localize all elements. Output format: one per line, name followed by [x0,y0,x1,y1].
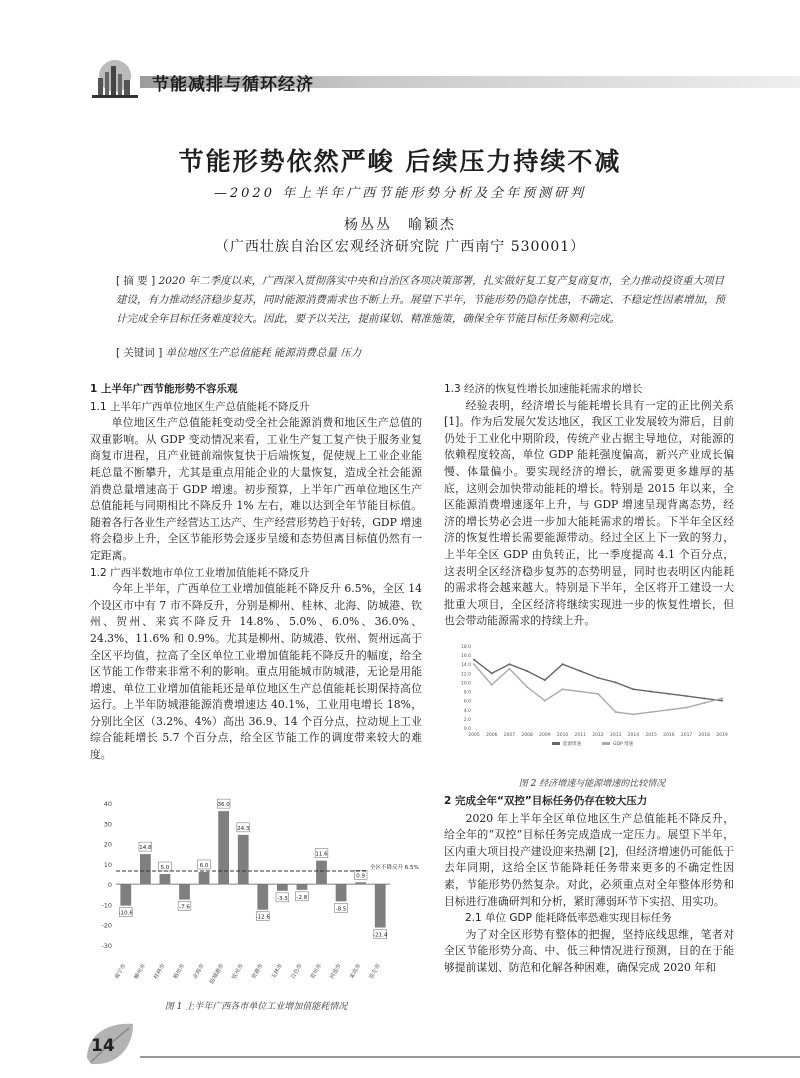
y-tick-label: 0 [107,881,112,890]
data-point [686,707,688,709]
affiliation: （广西壮族自治区宏观经济研究院 广西南宁 530001） [214,239,586,255]
data-point [544,679,546,681]
x-tick-label: 2011 [574,733,587,738]
x-tick-label: 2016 [663,733,675,738]
x-tick-label: 2010 [556,733,569,738]
reference-line-label: 全区不降反升 6.5% [370,864,419,871]
figure-1 [90,795,422,1015]
x-tick-label: 2009 [539,733,551,738]
data-label: 24.3 [237,825,250,832]
bar [336,884,347,901]
line-chart [452,640,732,752]
bar [375,884,386,927]
category-label: 贺州市 [309,963,324,981]
data-point [579,691,581,693]
data-point [650,711,652,713]
x-tick-label: 2018 [698,733,711,738]
data-point [632,688,634,690]
data-point [597,693,599,695]
y-tick-label: 14.0 [460,663,471,669]
y-tick-label: 18.0 [460,645,471,650]
y-tick-label: -20 [101,921,112,930]
data-point [615,681,617,683]
legend-label: 能源增速 [563,742,581,747]
data-point [526,686,528,688]
x-tick-label: 2006 [485,733,498,738]
category-label: 防城港市 [209,963,226,986]
keywords-tag: [ 关键词 ] [116,347,163,359]
category-label: 北海市 [192,963,206,981]
x-tick-label: 2008 [521,733,533,738]
category-label: 玉林市 [270,963,285,981]
data-label: -21.4 [373,932,388,939]
category-label: 河池市 [329,963,343,981]
figure-2 [452,640,732,760]
data-label: 36.0 [217,802,230,809]
x-tick-label: 2014 [627,733,640,738]
y-tick-label: 12.0 [460,672,471,678]
bar [355,882,366,884]
x-tick-label: 2007 [503,733,516,738]
heading-1-3: 1.3 经济的恢复性增长加速能耗需求的增长 [444,383,643,395]
data-label: 11.6 [315,851,328,858]
paragraph: 为了对全区形势有整体的把握，坚持底线思维，笔者对全区节能形势分高、中、低三种情况进行预测，目的在于能够提前谋划、防范和化解各种困难，确保完成 2020 年和 [444,927,734,974]
x-tick-label: 2017 [680,733,693,738]
page-number-badge [83,1018,139,1074]
y-tick-label: 20 [103,840,112,849]
page-number: 14 [91,1036,115,1056]
data-label: -2.8 [296,894,308,901]
y-tick-label: 6.0 [463,699,471,705]
right-column [444,381,734,630]
bar [316,861,327,885]
y-tick-label: 4.0 [463,708,471,714]
category-label: 南宁市 [114,963,128,981]
article-subtitle: —2020 年上半年广西节能形势分析及全年预测研判 [213,186,587,201]
y-tick-label: 8.0 [463,690,471,696]
y-tick-label: 30 [103,820,112,829]
data-point [703,702,705,704]
bar [120,884,131,906]
y-tick-label: -10 [101,901,112,910]
legend-label: GDP 增速 [613,742,634,747]
data-point [721,700,723,702]
data-point [508,668,510,670]
category-label: 钦州市 [231,963,245,981]
paragraph: 单位地区生产总值能耗变动受全社会能源消费和地区生产总值的双重影响。从 GDP 变动情况来看，工业生产复工复产快于服务业复商复市进程，且产业链前端恢复快于后端恢复，促使规上工业企业能耗总量不断攀升，尤其是重点用能企业的大量恢复，造成全社会能源消费总量增速高于 GDP 增速。初步预算，上半年广西单位地区生产总值能耗与同期相比不降反升 1% 左右，难以达到全年节能目标值。随着各行各业生产经营达工达产、生产经营形势趋于好转，GDP 增速将会稳步上升，全区节能形势会逐步呈缓和态势但离目标值仍然有一定距离。 [90,416,422,562]
city-skyline-logo-icon [90,58,140,102]
paragraph: 经验表明，经济增长与能耗增长具有一定的正比例关系 [1]。作为后发展欠发达地区，我区工业发展较为滞后，目前仍处于工业化中期阶段，传统产业占据主导地位，对能源的依赖程度较高，单位 GDP 能耗强度偏高，新兴产业成长偏慢、体量偏小。要实现经济的增长，就需要更多雄厚的基底，这则会加快带动能耗的增长。特别是 2015 年以来，全区能源消费增速逐年上升，与 GDP 增速呈现背离态势，经济的增长势必会进一步加大能耗需求的增长。下半年全区经济的恢复性增长需要能源带动。经过全区上下一致的努力，上半年全区 GDP 由负转正，比一季度提高 4.1 个百分点，这表明全区经济稳步复苏的态势明显，同时也表明区内能耗的需求将会越来越大。特别是下半年，全区将开工建设一大批重大项目，全区经济将继续实现进一步的恢复性增长，但也会带动能源需求的持续上升。 [444,398,734,628]
data-point [703,697,705,699]
bottom-rule [140,1056,800,1058]
heading-1-1: 1.1 上半年广西单位地区生产总值能耗不降反升 [90,400,310,413]
data-point [473,663,475,665]
section-title: 节能减排与循环经济 [152,75,314,95]
abstract-text: 2020 年二季度以来，广西深入贯彻落实中央和自治区各项决策部署，扎实做好复工复产复商复市，全力推动投资重大项目建设，有力推动经济稳步复苏，同时能源消费需求也不断上升。展望下半年，节能形势仍隐存忧患，不确定、不稳定性因素增加，预计完成全年目标任务难度较大。因此，要予以关注，提前谋划、精准施策，确保全年节能目标任务顺利完成。 [116,275,725,325]
bar [140,854,151,884]
x-tick-label: 2015 [645,733,657,738]
data-point [686,695,688,697]
heading-2: 2 完成全年“双控”目标任务仍存在较大压力 [444,795,648,807]
category-label: 百色市 [290,963,304,981]
keywords-text: 单位地区生产总值能耗 能源消费总量 压力 [165,347,362,359]
left-column [90,381,422,764]
category-label: 来宾市 [348,963,363,981]
paragraph: 今年上半年，广西单位工业增加值能耗不降反升 6.5%，全区 14 个设区市中有 7 市不降反升，分别是柳州、桂林、北海、防城港、钦州、贺州、来宾不降反升 14.8%、5.0%、6.0%、36.0%、24.3%、11.6% 和 0.9%。尤其是柳州、防城港、钦州、贺州远高于全区平均值，拉高了全区单位工业增加值能耗不降反升的幅度，给全区节能工作带来非常不利的影响。重点用能城市防城港，无论是用能增速、单位工业增加值能耗还是单位地区生产总值能耗长期保持高位运行。上半年防城港能源消费增速达 40.1%，工业用电增长 18%，分别比全区（3.2%、4%）高出 36.9、14 个百分点，拉动规上工业综合能耗增长 5.7 个百分点，给全区节能工作的调度带来较大的难度。 [90,582,422,762]
y-tick-label: 2.0 [463,717,471,723]
series-line [474,664,722,714]
section-2 [444,793,734,977]
data-point [668,709,670,711]
x-tick-label: 2012 [592,733,604,738]
data-point [491,672,493,674]
data-label: -8.5 [335,906,347,913]
data-point [597,677,599,679]
data-label: -12.6 [255,914,270,921]
x-tick-label: 2019 [716,733,728,738]
data-point [473,659,475,661]
data-point [721,697,723,699]
data-point [650,691,652,693]
bar [277,884,288,891]
bar [297,884,308,890]
y-tick-label: 40 [103,800,112,808]
category-label: 梧州市 [172,963,187,981]
data-point [668,693,670,695]
bar [218,811,229,884]
abstract [116,272,730,329]
bar [160,874,171,884]
bar-chart [90,795,422,995]
heading-1: 1 上半年广西节能形势不容乐观 [90,383,238,395]
paragraph: 2020 年上半年全区单位地区生产总值能耗不降反升，给全年的“双控”目标任务完成造成一定压力。展望下半年，区内重大项目投产建设迎来热潮 [2]，但经济增速仍可能低于去年同期，这给全区节能降耗任务带来更多的不确定性因素，节能形势仍然复杂。对此，必须重点对全年整体形势和目标进行准确研判和分析，紧盯薄弱环节下实招、用实功。 [444,811,734,908]
category-label: 桂林市 [153,963,167,981]
y-tick-label: 0.0 [463,727,471,732]
data-point [544,700,546,702]
legend-swatch [552,742,560,745]
legend-swatch [602,742,610,745]
figure-1-caption: 图 1 上半年广西各市单位工业增加值能耗情况 [164,1002,348,1012]
bar [238,835,249,884]
data-label: 0.9 [356,873,366,880]
heading-2-1: 2.1 单位 GDP 能耗降低率恐难实现目标任务 [465,912,672,925]
x-tick-label: 2013 [609,733,622,738]
category-label: 崇左市 [368,963,382,981]
x-tick-label: 2005 [468,733,480,738]
y-tick-label: 16.0 [460,654,471,660]
data-label: 14.8 [139,845,152,852]
y-tick-label: -30 [101,942,112,950]
keywords [116,345,730,360]
y-tick-label: 10.0 [460,681,471,687]
abstract-tag: [ 摘 要 ] [116,275,156,287]
data-label: -3.3 [276,895,288,902]
authors: 杨丛丛 喻颖杰 [344,217,456,233]
data-point [491,684,493,686]
article-title: 节能形势依然严峻 后续压力持续不减 [178,147,622,176]
bar [257,884,268,910]
bar [199,872,210,884]
heading-1-2: 1.2 广西半数地市单位工业增加值能耗不降反升 [90,566,310,579]
data-label: -10.6 [118,910,133,917]
data-point [508,663,510,665]
data-point [615,711,617,713]
data-label: 5.0 [160,865,170,871]
data-point [562,663,564,665]
bar [179,884,190,899]
data-point [562,688,564,690]
data-point [526,670,528,672]
data-point [579,670,581,672]
y-tick-label: 10 [103,860,112,869]
data-point [632,713,634,715]
data-label: 6.0 [199,862,209,869]
category-label: 柳州市 [133,963,148,981]
data-label: -7.6 [179,904,190,911]
figure-2-caption: 图 2 经济增速与能源增速的比较情况 [518,779,666,789]
category-label: 贵港市 [251,963,265,981]
